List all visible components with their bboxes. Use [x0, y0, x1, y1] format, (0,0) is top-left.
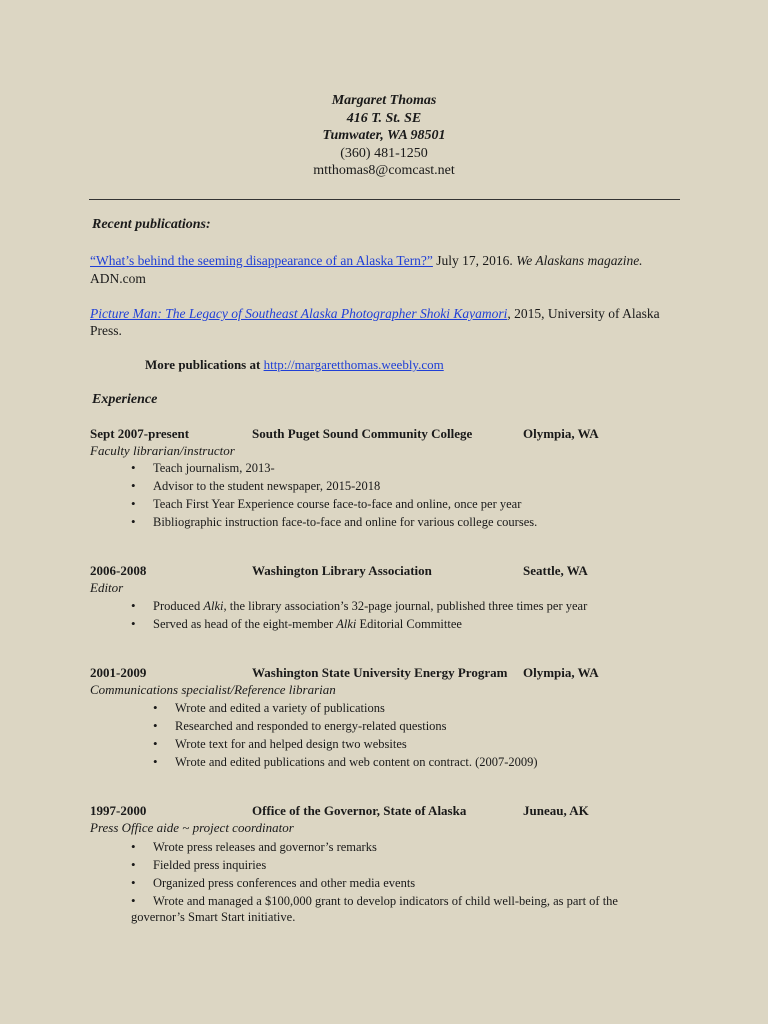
list-item: • Wrote and edited publications and web content on contract. (2007-2009) — [153, 753, 538, 771]
job-1-location: Olympia, WA — [523, 426, 599, 441]
portfolio-link[interactable]: http://margaretthomas.weebly.com — [263, 357, 444, 372]
job-1-dates: Sept 2007-present — [90, 426, 190, 441]
publication-2-link[interactable]: Picture Man: The Legacy of Southeast Alaska Photographer Shoki Kayamori — [90, 306, 508, 321]
more-publications-label: More publications at — [145, 357, 264, 372]
job-3-location: Olympia, WA — [523, 665, 599, 680]
job-1-duties — [131, 459, 537, 531]
job-1-role: Faculty librarian/instructor — [90, 443, 235, 458]
job-2-employer: Washington Library Association — [252, 563, 432, 578]
publications-heading: Recent publications: — [92, 217, 211, 232]
job-4-duties — [131, 838, 618, 910]
list-item: • Organized press conferences and other media events — [131, 874, 618, 892]
list-item: • Researched and responded to energy-related questions — [153, 717, 538, 735]
city-state-zip: Tumwater, WA 98501 — [322, 128, 446, 143]
job-2-location: Seattle, WA — [523, 563, 588, 578]
job-2-duties — [131, 597, 587, 633]
publication-2 — [90, 305, 660, 322]
job-3-role: Communications specialist/Reference librarian — [90, 682, 336, 697]
applicant-name: Margaret Thomas — [331, 93, 437, 108]
job-4-role: Press Office aide ~ project coordinator — [90, 820, 294, 835]
job-3-duties — [153, 699, 538, 771]
list-item: • Served as head of the eight-member Alki Editorial Committee — [131, 615, 587, 633]
list-item: • Produced Alki, the library association’s 32-page journal, published three times per year — [131, 597, 587, 615]
phone-number: (360) 481-1250 — [340, 145, 428, 161]
job-3-employer: Washington State University Energy Program — [252, 665, 508, 680]
job-4-duty-continuation: governor’s Smart Start initiative. — [131, 910, 296, 924]
publication-2-publisher: Press. — [90, 323, 122, 338]
more-publications — [145, 356, 444, 373]
job-4-dates: 1997-2000 — [90, 803, 147, 818]
list-item: • Fielded press inquiries — [131, 856, 618, 874]
list-item: • Bibliographic instruction face-to-face and online for various college courses. — [131, 513, 537, 531]
job-3-dates: 2001-2009 — [90, 665, 147, 680]
list-item: • Wrote press releases and governor’s remarks — [131, 838, 618, 856]
contact-header — [0, 92, 768, 180]
publication-1-source: ADN.com — [90, 271, 146, 286]
list-item: • Teach First Year Experience course face-to-face and online, once per year — [131, 495, 537, 513]
publication-1-link[interactable]: “What’s behind the seeming disappearance of an Alaska Tern?” — [90, 253, 433, 268]
list-item: • Advisor to the student newspaper, 2015-2018 — [131, 477, 537, 495]
list-item: • Wrote and edited a variety of publications — [153, 699, 538, 717]
job-4-employer: Office of the Governor, State of Alaska — [252, 803, 467, 818]
job-2-dates: 2006-2008 — [90, 563, 147, 578]
job-2-role: Editor — [90, 580, 124, 595]
list-item: • Wrote and managed a $100,000 grant to develop indicators of child well-being, as part of the — [131, 892, 618, 910]
email-address: mtthomas8@comcast.net — [313, 163, 455, 178]
job-1-employer: South Puget Sound Community College — [252, 426, 473, 441]
publication-2-details: , 2015, University of Alaska — [507, 306, 660, 321]
publication-1-date: July 17, 2016. — [432, 253, 517, 268]
experience-heading: Experience — [92, 392, 158, 407]
header-divider — [89, 199, 680, 200]
list-item: • Wrote text for and helped design two websites — [153, 735, 538, 753]
job-4-location: Juneau, AK — [523, 803, 589, 818]
publication-1 — [90, 252, 643, 269]
list-item: • Teach journalism, 2013- — [131, 459, 537, 477]
street-address: 416 T. St. SE — [346, 110, 422, 126]
publication-1-magazine: We Alaskans magazine. — [516, 253, 643, 268]
